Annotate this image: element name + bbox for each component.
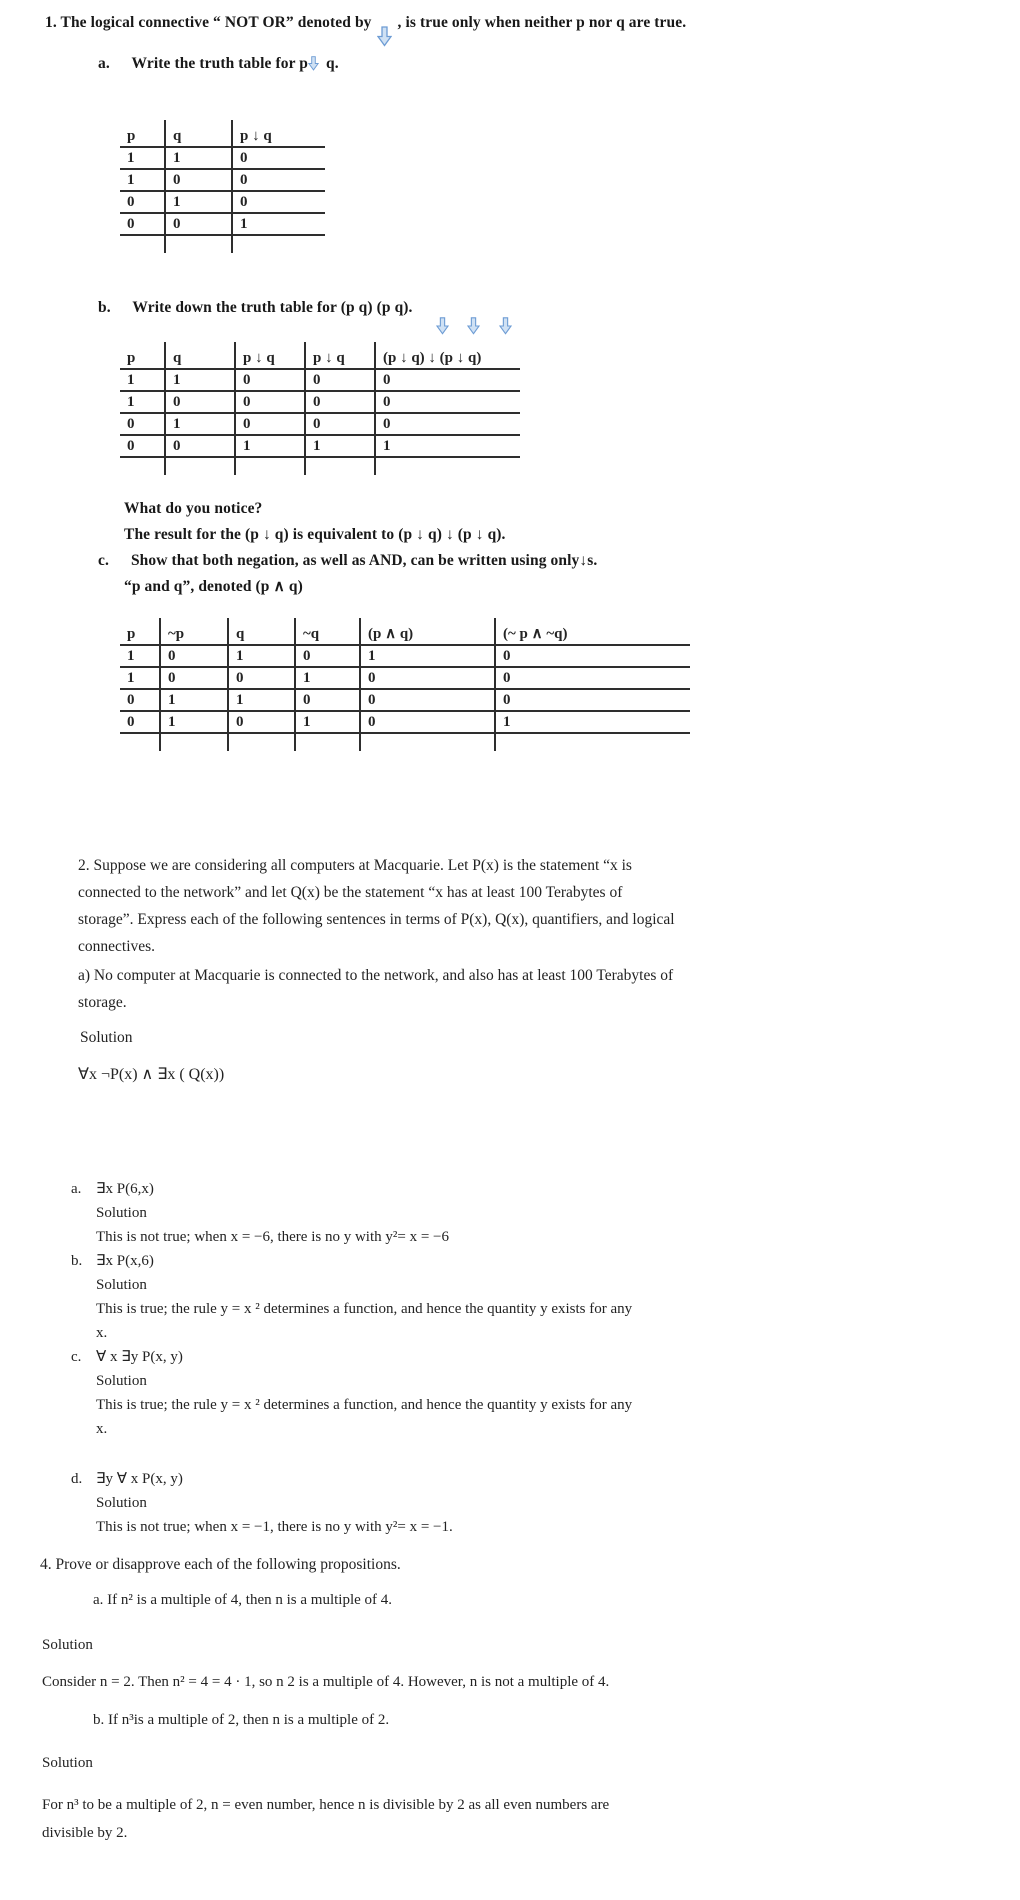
q3-item-d xyxy=(71,1467,453,1539)
table-tail-cell xyxy=(360,733,495,751)
q3-item-result: This is true; the rule y = x ² determines a function, and hence the quantity y exists for any xyxy=(96,1301,633,1317)
table-header-cell: p ↓ q xyxy=(235,342,305,369)
table-cell: 0 xyxy=(360,689,495,711)
table-header-cell: p xyxy=(120,618,160,645)
table-cell: 1 xyxy=(305,435,375,457)
table-cell: 0 xyxy=(120,711,160,733)
table-tail-cell xyxy=(120,235,165,253)
q3-item-label: c. xyxy=(71,1349,82,1365)
table-header-cell: p ↓ q xyxy=(232,120,325,147)
table-tail-cell xyxy=(232,235,325,253)
table-cell: 0 xyxy=(295,689,360,711)
q3-solution-label: Solution xyxy=(96,1373,147,1389)
table-cell: 0 xyxy=(165,213,232,235)
table-cell: 1 xyxy=(165,369,235,391)
table-cell: 0 xyxy=(120,191,165,213)
table-cell: 0 xyxy=(232,147,325,169)
notice-answer: The result for the (p ↓ q) is equivalent to (p ↓ q) ↓ (p ↓ q). xyxy=(124,526,506,543)
table-header-cell: (p ∧ q) xyxy=(360,618,495,645)
q2-intro-line: connectives. xyxy=(78,938,156,955)
table-cell: 0 xyxy=(360,667,495,689)
table-cell: 0 xyxy=(228,711,295,733)
table-tail-cell xyxy=(295,733,360,751)
q4-consider-text: Consider n = 2. Then n² = 4 = 4 · 1, so n 2 is a multiple of 4. However, n is not a multiple of 4. xyxy=(42,1674,610,1690)
nor-arrow-icon xyxy=(467,317,480,335)
table-tail-cell xyxy=(160,733,228,751)
table-cell: 1 xyxy=(495,711,690,733)
table-cell: 1 xyxy=(120,391,165,413)
q3-item-statement: ∀ x ∃y P(x, y) xyxy=(96,1349,183,1365)
table-cell: 0 xyxy=(495,667,690,689)
table-header-cell: ~p xyxy=(160,618,228,645)
nor-arrow-icon xyxy=(499,317,512,335)
q2-part-a-line: storage. xyxy=(78,994,127,1011)
q4-item-b: b. If n³is a multiple of 2, then n is a multiple of 2. xyxy=(93,1712,390,1728)
table-cell: 0 xyxy=(375,391,520,413)
q3-item-a xyxy=(71,1177,450,1249)
q1-item-a-text-end: q. xyxy=(326,55,339,72)
q2-intro xyxy=(78,852,675,960)
q4-final-line: For n³ to be a multiple of 2, n = even number, hence n is divisible by 2 as all even numbers are xyxy=(42,1797,610,1813)
table-cell: 0 xyxy=(165,391,235,413)
q3-item-b xyxy=(71,1249,633,1345)
table-header-cell: (p ↓ q) ↓ (p ↓ q) xyxy=(375,342,520,369)
table-cell: 1 xyxy=(120,645,160,667)
q2-intro-line: 2. Suppose we are considering all computers at Macquarie. Let P(x) is the statement “x is xyxy=(78,857,632,874)
q1-item-c xyxy=(98,552,597,570)
q2-part-a xyxy=(78,962,673,1016)
table-cell: 1 xyxy=(228,689,295,711)
nor-arrow-icon xyxy=(377,26,392,47)
table-tail-cell xyxy=(120,733,160,751)
table-cell: 1 xyxy=(120,147,165,169)
q1-item-b-label: b. xyxy=(98,299,111,316)
q3-item-result-cont: x. xyxy=(96,1325,108,1341)
table-cell: 0 xyxy=(120,435,165,457)
nor-arrow-icon xyxy=(308,56,319,71)
q4-final-text xyxy=(42,1791,609,1847)
table-cell: 0 xyxy=(120,413,165,435)
table-tail-cell xyxy=(375,457,520,475)
q4-solution-label-1: Solution xyxy=(42,1637,93,1653)
table-cell: 1 xyxy=(232,213,325,235)
q1-item-a-label: a. xyxy=(98,55,110,72)
table-cell: 1 xyxy=(160,711,228,733)
q3-solution-label: Solution xyxy=(96,1495,147,1511)
table-cell: 0 xyxy=(120,689,160,711)
q1-item-c-label: c. xyxy=(98,552,109,569)
notice-question: What do you notice? xyxy=(124,500,263,517)
q1-item-b xyxy=(98,299,413,317)
table-cell: 0 xyxy=(375,369,520,391)
table-cell: 1 xyxy=(165,413,235,435)
q4-final-line: divisible by 2. xyxy=(42,1825,128,1841)
table-tail-cell xyxy=(495,733,690,751)
table-cell: 1 xyxy=(165,147,232,169)
table-cell: 1 xyxy=(235,435,305,457)
truth-table-b xyxy=(120,342,520,475)
q2-intro-line: storage”. Express each of the following sentences in terms of P(x), Q(x), quantifiers, and logical xyxy=(78,911,675,928)
q4-title: 4. Prove or disapprove each of the following propositions. xyxy=(40,1556,401,1573)
table-cell: 0 xyxy=(165,169,232,191)
q1-item-a xyxy=(98,55,339,73)
q3-item-label: d. xyxy=(71,1471,83,1487)
table-cell: 0 xyxy=(160,667,228,689)
q1-item-a-text: Write the truth table for p xyxy=(131,55,308,72)
table-cell: 1 xyxy=(120,369,165,391)
table-header-cell: ~q xyxy=(295,618,360,645)
table-header-cell: q xyxy=(228,618,295,645)
table-cell: 0 xyxy=(235,369,305,391)
q3-item-label: b. xyxy=(71,1253,83,1269)
table-cell: 0 xyxy=(235,391,305,413)
truth-table-a xyxy=(120,120,325,253)
q1-heading-post: , is true only when neither p nor q are true. xyxy=(397,14,687,31)
table-header-cell: q xyxy=(165,120,232,147)
q3-item-result: This is not true; when x = −1, there is no y with y²= x = −1. xyxy=(96,1519,453,1535)
q3-item-result: This is not true; when x = −6, there is no y with y²= x = −6 xyxy=(96,1229,450,1245)
q2-part-a-line: a) No computer at Macquarie is connected to the network, and also has at least 100 Terabytes of xyxy=(78,967,674,984)
table-cell: 1 xyxy=(360,645,495,667)
q1-item-b-text: Write down the truth table for (p q) (p q). xyxy=(132,299,413,316)
table-cell: 0 xyxy=(375,413,520,435)
q3-solution-label: Solution xyxy=(96,1277,147,1293)
table-cell: 0 xyxy=(495,645,690,667)
table-cell: 0 xyxy=(232,169,325,191)
truth-table-c xyxy=(120,618,690,751)
table-cell: 1 xyxy=(120,667,160,689)
table-cell: 0 xyxy=(295,645,360,667)
q3-item-result: This is true; the rule y = x ² determines a function, and hence the quantity y exists for any xyxy=(96,1397,633,1413)
table-tail-cell xyxy=(305,457,375,475)
table-cell: 1 xyxy=(160,689,228,711)
table-cell: 0 xyxy=(235,413,305,435)
table-tail-cell xyxy=(165,235,232,253)
q1-item-c-line2: “p and q”, denoted (p ∧ q) xyxy=(124,578,303,595)
q2-formula: ∀x ¬P(x) ∧ ∃x ( Q(x)) xyxy=(78,1066,225,1083)
q3-item-c xyxy=(71,1345,633,1441)
q4-item-a: a. If n² is a multiple of 4, then n is a multiple of 4. xyxy=(93,1592,393,1608)
q1-item-c-line1: Show that both negation, as well as AND, can be written using only↓s. xyxy=(130,552,598,569)
table-header-cell: p xyxy=(120,342,165,369)
table-cell: 0 xyxy=(160,645,228,667)
table-cell: 1 xyxy=(375,435,520,457)
table-cell: 1 xyxy=(228,645,295,667)
table-cell: 0 xyxy=(120,213,165,235)
q2-intro-line: connected to the network” and let Q(x) be the statement “x has at least 100 Terabytes of xyxy=(78,884,623,901)
table-cell: 0 xyxy=(232,191,325,213)
table-cell: 1 xyxy=(295,711,360,733)
q3-item-label: a. xyxy=(71,1181,82,1197)
table-tail-cell xyxy=(235,457,305,475)
table-cell: 1 xyxy=(295,667,360,689)
table-cell: 0 xyxy=(165,435,235,457)
table-tail-cell xyxy=(165,457,235,475)
table-tail-cell xyxy=(120,457,165,475)
q3-item-statement: ∃y ∀ x P(x, y) xyxy=(96,1471,183,1487)
table-cell: 0 xyxy=(360,711,495,733)
table-cell: 0 xyxy=(305,413,375,435)
q4-solution-label-2: Solution xyxy=(42,1755,93,1771)
table-header-cell: q xyxy=(165,342,235,369)
q1-heading-pre: 1. The logical connective “ NOT OR” denoted by xyxy=(45,14,372,31)
nor-arrow-icon xyxy=(436,317,449,335)
table-header-cell: (~ p ∧ ~q) xyxy=(495,618,690,645)
q1-heading xyxy=(45,14,686,32)
table-cell: 0 xyxy=(305,369,375,391)
q3-item-statement: ∃x P(x,6) xyxy=(96,1253,154,1269)
table-cell: 0 xyxy=(228,667,295,689)
table-cell: 1 xyxy=(120,169,165,191)
table-tail-cell xyxy=(228,733,295,751)
q2-solution-label: Solution xyxy=(80,1029,133,1046)
table-header-cell: p xyxy=(120,120,165,147)
table-header-cell: p ↓ q xyxy=(305,342,375,369)
table-cell: 1 xyxy=(165,191,232,213)
table-cell: 0 xyxy=(305,391,375,413)
table-cell: 0 xyxy=(495,689,690,711)
q3-solution-label: Solution xyxy=(96,1205,147,1221)
q3-item-statement: ∃x P(6,x) xyxy=(96,1181,154,1197)
q3-item-result-cont: x. xyxy=(96,1421,108,1437)
